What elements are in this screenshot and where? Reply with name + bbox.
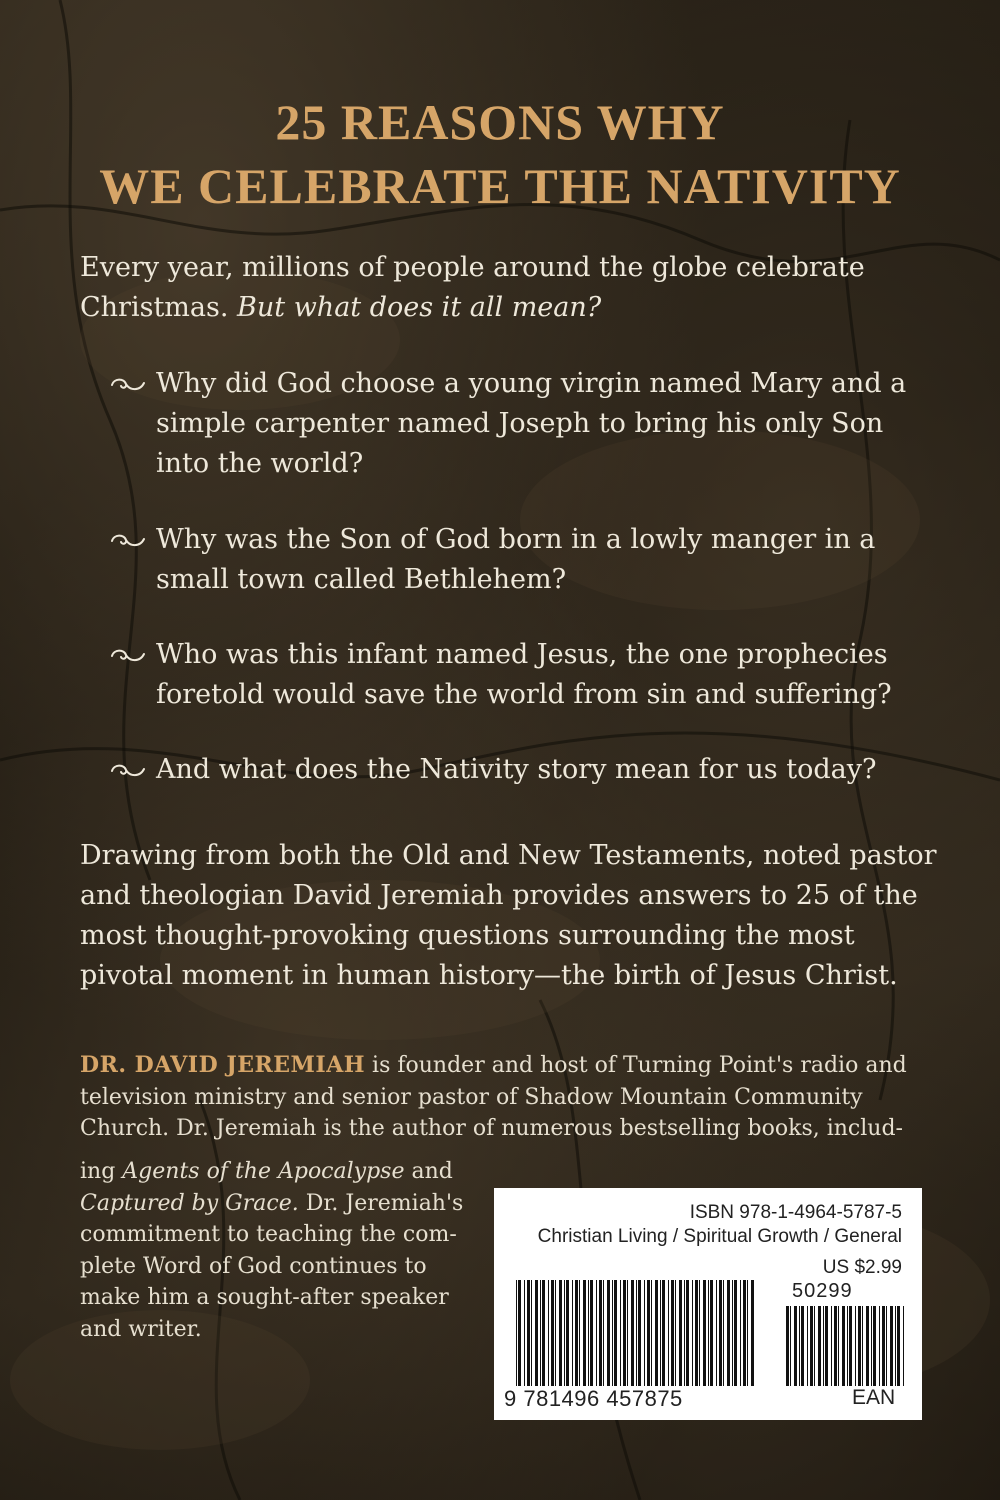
book-category: Christian Living / Spiritual Growth / General bbox=[537, 1226, 902, 1247]
barcode-bar bbox=[603, 1280, 604, 1386]
barcode-bar bbox=[575, 1280, 578, 1386]
barcode-bar bbox=[897, 1306, 900, 1386]
barcode-bar bbox=[647, 1280, 650, 1386]
barcode-bar bbox=[668, 1280, 669, 1386]
barcode-bar bbox=[662, 1280, 665, 1386]
barcode-bar bbox=[695, 1280, 698, 1386]
barcode-digits: 9 781496 457875 bbox=[504, 1386, 683, 1411]
list-item bbox=[110, 635, 940, 715]
barcode-bar bbox=[623, 1280, 626, 1386]
barcode-bar bbox=[818, 1306, 821, 1386]
barcode-bar bbox=[747, 1280, 748, 1386]
barcode-bar bbox=[531, 1280, 532, 1386]
barcode-bar bbox=[684, 1280, 685, 1386]
barcode-bar bbox=[810, 1306, 813, 1386]
barcode-bar bbox=[651, 1280, 652, 1386]
swirl-ornament-icon bbox=[110, 376, 146, 394]
barcode-bar bbox=[740, 1280, 741, 1386]
barcode-bar bbox=[743, 1280, 746, 1386]
swirl-ornament-icon bbox=[110, 762, 146, 780]
barcode-label bbox=[494, 1188, 922, 1420]
list-item bbox=[110, 750, 940, 790]
barcode-bar bbox=[903, 1306, 904, 1386]
barcode-bar bbox=[866, 1306, 869, 1386]
barcode-bar bbox=[636, 1280, 637, 1386]
barcode-bar bbox=[886, 1306, 887, 1386]
question-text: And what does the Nativity story mean for us today? bbox=[156, 754, 877, 785]
barcode-bar bbox=[710, 1280, 713, 1386]
barcode-bar bbox=[644, 1280, 645, 1386]
list-item bbox=[110, 364, 940, 484]
barcode-bar bbox=[638, 1280, 641, 1386]
barcode-bar bbox=[716, 1280, 717, 1386]
book-title-agents: Agents of the Apocalypse bbox=[122, 1159, 405, 1184]
barcode-bar bbox=[620, 1280, 621, 1386]
barcode-bar bbox=[703, 1280, 706, 1386]
barcode-bar bbox=[655, 1280, 658, 1386]
barcode-bar bbox=[882, 1306, 885, 1386]
barcode-bar bbox=[751, 1280, 754, 1386]
intro-paragraph bbox=[80, 248, 940, 328]
barcode-bar bbox=[518, 1280, 521, 1386]
barcode-bar bbox=[542, 1280, 545, 1386]
barcode-bar bbox=[516, 1280, 517, 1386]
barcode-bar bbox=[579, 1280, 580, 1386]
barcode-bar bbox=[708, 1280, 709, 1386]
barcode-bar bbox=[838, 1306, 839, 1386]
barcode-bar bbox=[566, 1280, 569, 1386]
barcode-bar bbox=[858, 1306, 861, 1386]
barcode-bar bbox=[596, 1280, 597, 1386]
barcode-bar bbox=[799, 1306, 800, 1386]
barcode-bar bbox=[686, 1280, 689, 1386]
barcode-bar bbox=[679, 1280, 682, 1386]
barcode-bar bbox=[786, 1306, 789, 1386]
question-text: Why did God choose a young virgin named Mary and a simple carpenter named Joseph to bring his only Son into the world? bbox=[156, 368, 907, 479]
cover-headline bbox=[0, 90, 1000, 218]
barcode-bar bbox=[699, 1280, 700, 1386]
barcode-bar bbox=[834, 1306, 837, 1386]
barcode-bar bbox=[599, 1280, 602, 1386]
barcode-bar bbox=[825, 1306, 828, 1386]
barcode-bar bbox=[607, 1280, 610, 1386]
barcode-bar bbox=[790, 1306, 791, 1386]
author-bio-closing: Dr. Jeremiah's commitment to teaching the com-plete Word of God continues to make him a sought-after speaker and writer. bbox=[80, 1190, 464, 1342]
barcode-bar bbox=[847, 1306, 848, 1386]
barcode-bar bbox=[794, 1306, 797, 1386]
barcode-bar bbox=[895, 1306, 896, 1386]
barcode-bar bbox=[614, 1280, 617, 1386]
swirl-ornament-icon bbox=[110, 532, 146, 550]
author-bio-fragment: and bbox=[404, 1159, 453, 1184]
headline-line-2: WE CELEBRATE THE NATIVITY bbox=[99, 158, 901, 214]
barcode-bar bbox=[732, 1280, 733, 1386]
barcode-bar bbox=[823, 1306, 824, 1386]
barcode-bar bbox=[590, 1280, 593, 1386]
barcode-bar bbox=[831, 1306, 832, 1386]
barcode-bar bbox=[719, 1280, 722, 1386]
barcode-bar bbox=[559, 1280, 562, 1386]
list-item bbox=[110, 520, 940, 600]
question-text: Why was the Son of God born in a lowly manger in a small town called Bethlehem? bbox=[156, 524, 876, 595]
barcode-bar bbox=[692, 1280, 693, 1386]
barcode-bar bbox=[873, 1306, 876, 1386]
author-bio-fragment: ing bbox=[80, 1159, 123, 1184]
barcode-bar bbox=[671, 1280, 674, 1386]
barcode-bar bbox=[814, 1306, 815, 1386]
author-name: DR. DAVID JEREMIAH bbox=[80, 1052, 366, 1078]
price-addon-code: 50299 bbox=[792, 1280, 853, 1302]
barcode-bar bbox=[849, 1306, 852, 1386]
barcode-bar bbox=[535, 1280, 538, 1386]
description-paragraph: Drawing from both the Old and New Testaments, noted pastor and theologian David Jeremiah provides answers to 25 of the most thought-provoking questions surrounding the most pivotal moment in human history—the birth of Jesus Christ. bbox=[80, 840, 937, 991]
barcode-bar bbox=[627, 1280, 628, 1386]
intro-text: Every year, millions of people around the globe celebrate Christmas. bbox=[80, 252, 865, 323]
barcode-bar bbox=[564, 1280, 565, 1386]
barcode-bar bbox=[612, 1280, 613, 1386]
barcode-bar bbox=[842, 1306, 845, 1386]
barcode-bar bbox=[660, 1280, 661, 1386]
barcode-bar bbox=[675, 1280, 676, 1386]
book-title-captured: Captured by Grace. bbox=[80, 1190, 299, 1216]
barcode-bar bbox=[734, 1280, 737, 1386]
author-bio-text: is founder and host of Turning Point's radio and television ministry and senior pastor of Shadow Mountain Community Church. Dr. Jeremiah is the author of numerous bestselling books, includ- bbox=[80, 1053, 907, 1141]
barcode-bar bbox=[527, 1280, 530, 1386]
isbn-number: ISBN 978-1-4964-5787-5 bbox=[689, 1202, 902, 1223]
barcode-bar bbox=[555, 1280, 556, 1386]
barcode-bar bbox=[540, 1280, 541, 1386]
ean-label: EAN bbox=[852, 1386, 896, 1409]
barcode-bar bbox=[723, 1280, 724, 1386]
author-bio bbox=[80, 1050, 930, 1145]
barcode-bar bbox=[548, 1280, 549, 1386]
question-text: Who was this infant named Jesus, the one prophecies foretold would save the world from sin and suffering? bbox=[156, 639, 892, 710]
barcode-bar bbox=[727, 1280, 730, 1386]
question-list bbox=[110, 364, 940, 825]
barcode-bar bbox=[583, 1280, 586, 1386]
barcode-bar bbox=[524, 1280, 525, 1386]
barcode-bar bbox=[631, 1280, 634, 1386]
barcode-bar bbox=[871, 1306, 872, 1386]
author-bio-continued bbox=[80, 1156, 470, 1345]
barcode-bar bbox=[855, 1306, 856, 1386]
barcode-bar bbox=[551, 1280, 554, 1386]
barcode-bar bbox=[890, 1306, 893, 1386]
headline-line-1: 25 REASONS WHY bbox=[275, 94, 725, 150]
barcode-bar bbox=[572, 1280, 573, 1386]
barcode-bar bbox=[801, 1306, 804, 1386]
barcode-bar bbox=[862, 1306, 863, 1386]
swirl-ornament-icon bbox=[110, 647, 146, 665]
barcode-bar bbox=[588, 1280, 589, 1386]
barcode-bar bbox=[807, 1306, 808, 1386]
book-price: US $2.99 bbox=[822, 1257, 902, 1278]
intro-question: But what does it all mean? bbox=[237, 292, 602, 323]
barcode-bar bbox=[879, 1306, 880, 1386]
